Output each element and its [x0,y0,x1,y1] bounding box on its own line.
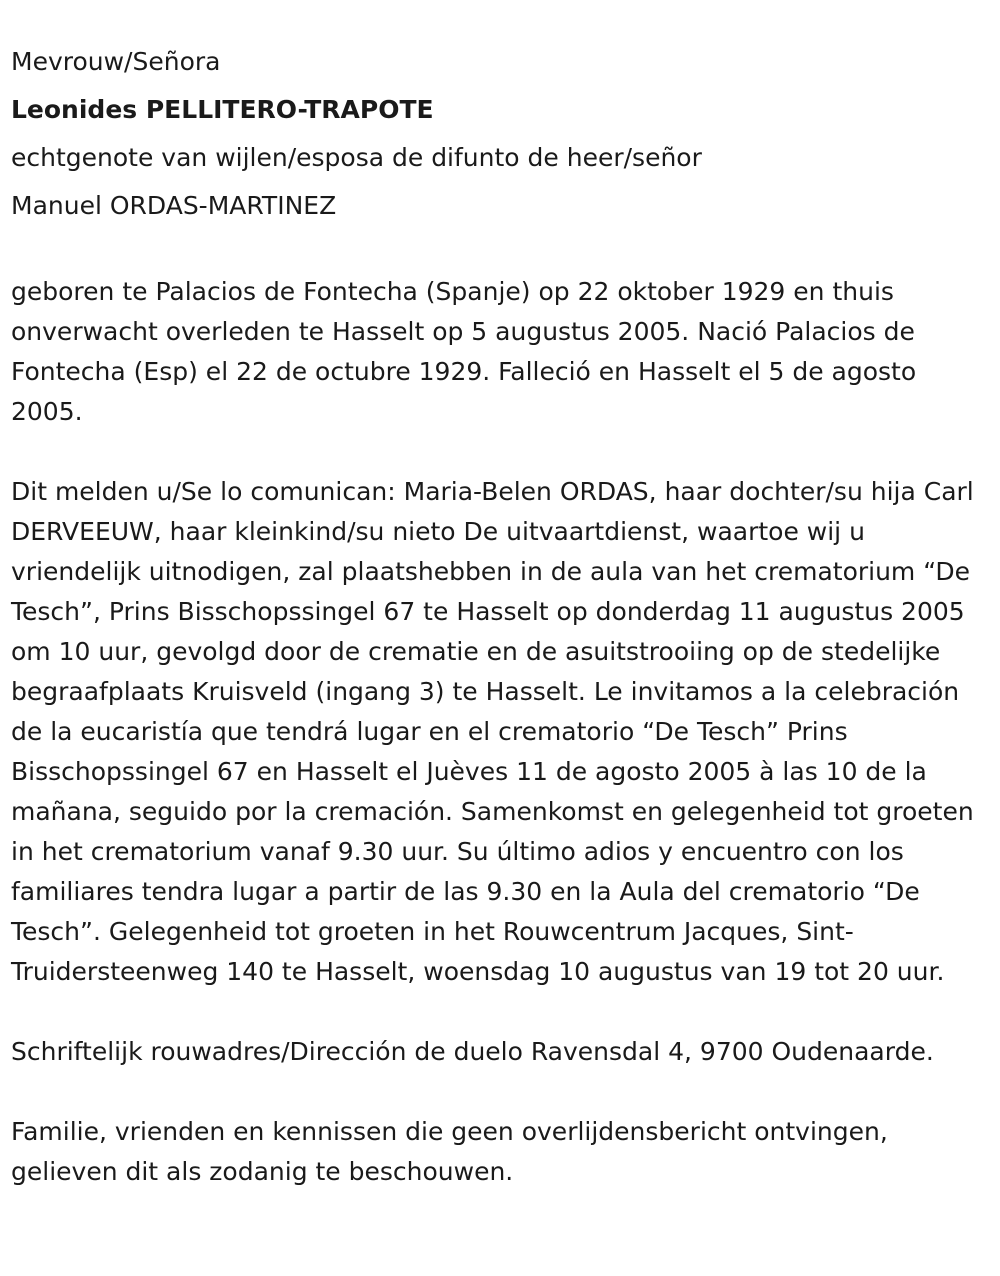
salutation: Mevrouw/Señora [11,47,221,76]
birth-death-paragraph: geboren te Palacios de Fontecha (Spanje) op 22 oktober 1929 en thuis onverwacht overleden te Hasselt op 5 augustus 2005. Nació Palacios de Fontecha (Esp) el 22 de octubre 1929. Falleció en Hasselt el 5 de agosto 2005. [11,277,917,426]
deceased-name: Leonides PELLITERO-TRAPOTE [11,95,434,124]
spouse-name: Manuel ORDAS-MARTINEZ [11,191,337,220]
funeral-announcement-paragraph: Dit melden u/Se lo comunican: Maria-Belen ORDAS, haar dochter/su hija Carl DERVEEUW, haar kleinkind/su nieto De uitvaartdienst, waartoe wij u vriendelijk uitnodigen, zal plaatshebben in de aula van het crematorium “De Tesch”, Prins Bisschopssingel 67 te Hasselt op donderdag 11 augustus 2005 om 10 uur, gevolgd door de crematie en de asuitstrooiing op de stedelijke begraafplaats Kruisveld (ingang 3) te Hasselt. Le invitamos a la celebración de la eucaristía que tendrá lugar en el crematorio “De Tesch” Prins Bisschopssingel 67 en Hasselt el Juèves 11 de agosto 2005 à las 10 de la mañana, seguido por la cremación. Samenkomst en gelegenheid tot groeten in het crematorium vanaf 9.30 uur. Su último adios y encuentro con los familiares tendra lugar a partir de las 9.30 en la Aula del crematorio “De Tesch”. Gelegenheid tot groeten in het Rouwcentrum Jacques, Sint-Truidersteenweg 140 te Hasselt, woensdag 10 augustus van 19 tot 20 uur. [11,477,974,986]
family-note-paragraph: Familie, vrienden en kennissen die geen overlijdensbericht ontvingen, gelieven dit als zodanig te beschouwen. [11,1117,888,1186]
mourning-address-paragraph: Schriftelijk rouwadres/Dirección de duelo Ravensdal 4, 9700 Oudenaarde. [11,1037,934,1066]
relation-line: echtgenote van wijlen/esposa de difunto de heer/señor [11,143,702,172]
